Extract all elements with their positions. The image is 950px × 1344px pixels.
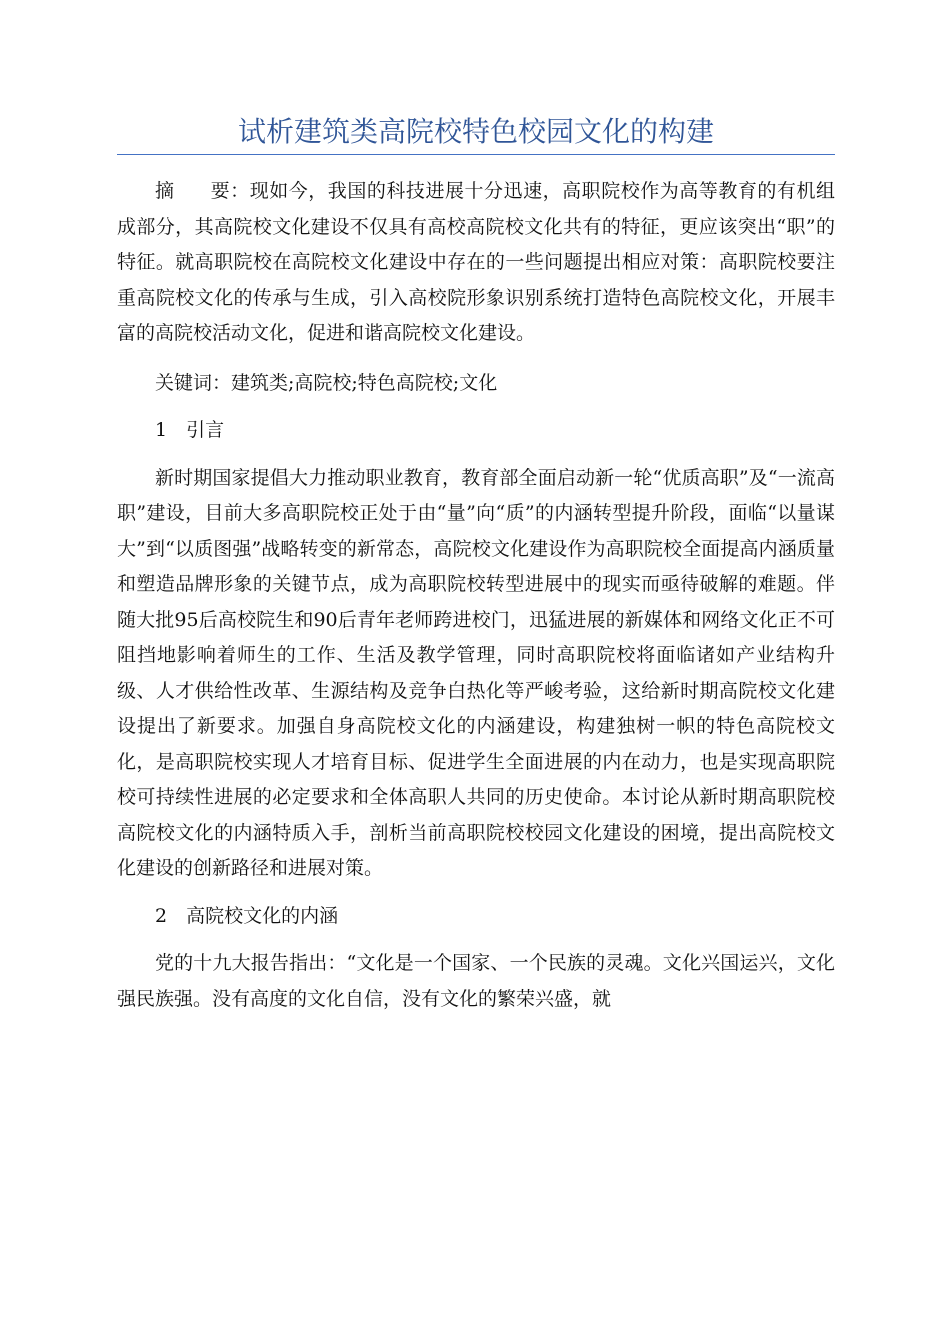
section-heading-1: 1 引言 — [155, 419, 225, 441]
abstract-label-a: 摘 — [155, 180, 211, 202]
abstract-text: 现如今，我国的科技进展十分迅速，高职院校作为高等教育的有机组成部分，其高院校文化建设不仅具有高校高院校文化共有的特征，更应该突出“职”的特征。就高职院校在高院校文化建设中存在的一些问题提出相应对策：高职院校要注重高院校文化的传承与生成，引入高校院形象识别系统打造特色高院校文化，开展丰富的高院校活动文化，促进和谐高院校文化建设。 — [117, 180, 835, 344]
abstract-paragraph — [117, 174, 835, 352]
document-body — [117, 174, 835, 1029]
abstract-label-b: 要： — [210, 180, 250, 202]
section-2-paragraph: 党的十九大报告指出：“文化是一个国家、一个民族的灵魂。文化兴国运兴，文化强民族强。没有高度的文化自信，没有文化的繁荣兴盛，就 — [117, 952, 835, 1010]
keywords-line: 关键词：建筑类;高院校;特色高院校;文化 — [155, 371, 498, 394]
section-heading-2: 2 高院校文化的内涵 — [155, 904, 339, 927]
page-title: 试析建筑类高院校特色校园文化的构建 — [237, 115, 714, 148]
section-1-paragraph: 新时期国家提倡大力推动职业教育，教育部全面启动新一轮“优质高职”及“一流高职”建设，目前大多高职院校正处于由“量”向“质”的内涵转型提升阶段，面临“以量谋大”到“以质图强”战略转变的新常态，高院校文化建设作为高职院校全面提高内涵质量和塑造品牌形象的关键节点，成为高职院校转型进展中的现实而亟待破解的难题。伴随大批95后高校院生和90后青年老师跨进校门，迅猛进展的新媒体和网络文化正不可阻挡地影响着师生的工作、生活及教学管理，同时高职院校将面临诸如产业结构升级、人才供给性改革、生源结构及竞争白热化等严峻考验，这给新时期高院校文化建设提出了新要求。加强自身高院校文化的内涵建设，构建独树一帜的特色高院校文化，是高职院校实现人才培育目标、促进学生全面进展的内在动力，也是实现高职院校可持续性进展的必定要求和全体高职人共同的历史使命。本讨论从新时期高职院校高院校文化的内涵特质入手，剖析当前高职院校校园文化建设的困境，提出高院校文化建设的创新路径和进展对策。 — [117, 466, 835, 879]
title-underline — [117, 154, 835, 155]
